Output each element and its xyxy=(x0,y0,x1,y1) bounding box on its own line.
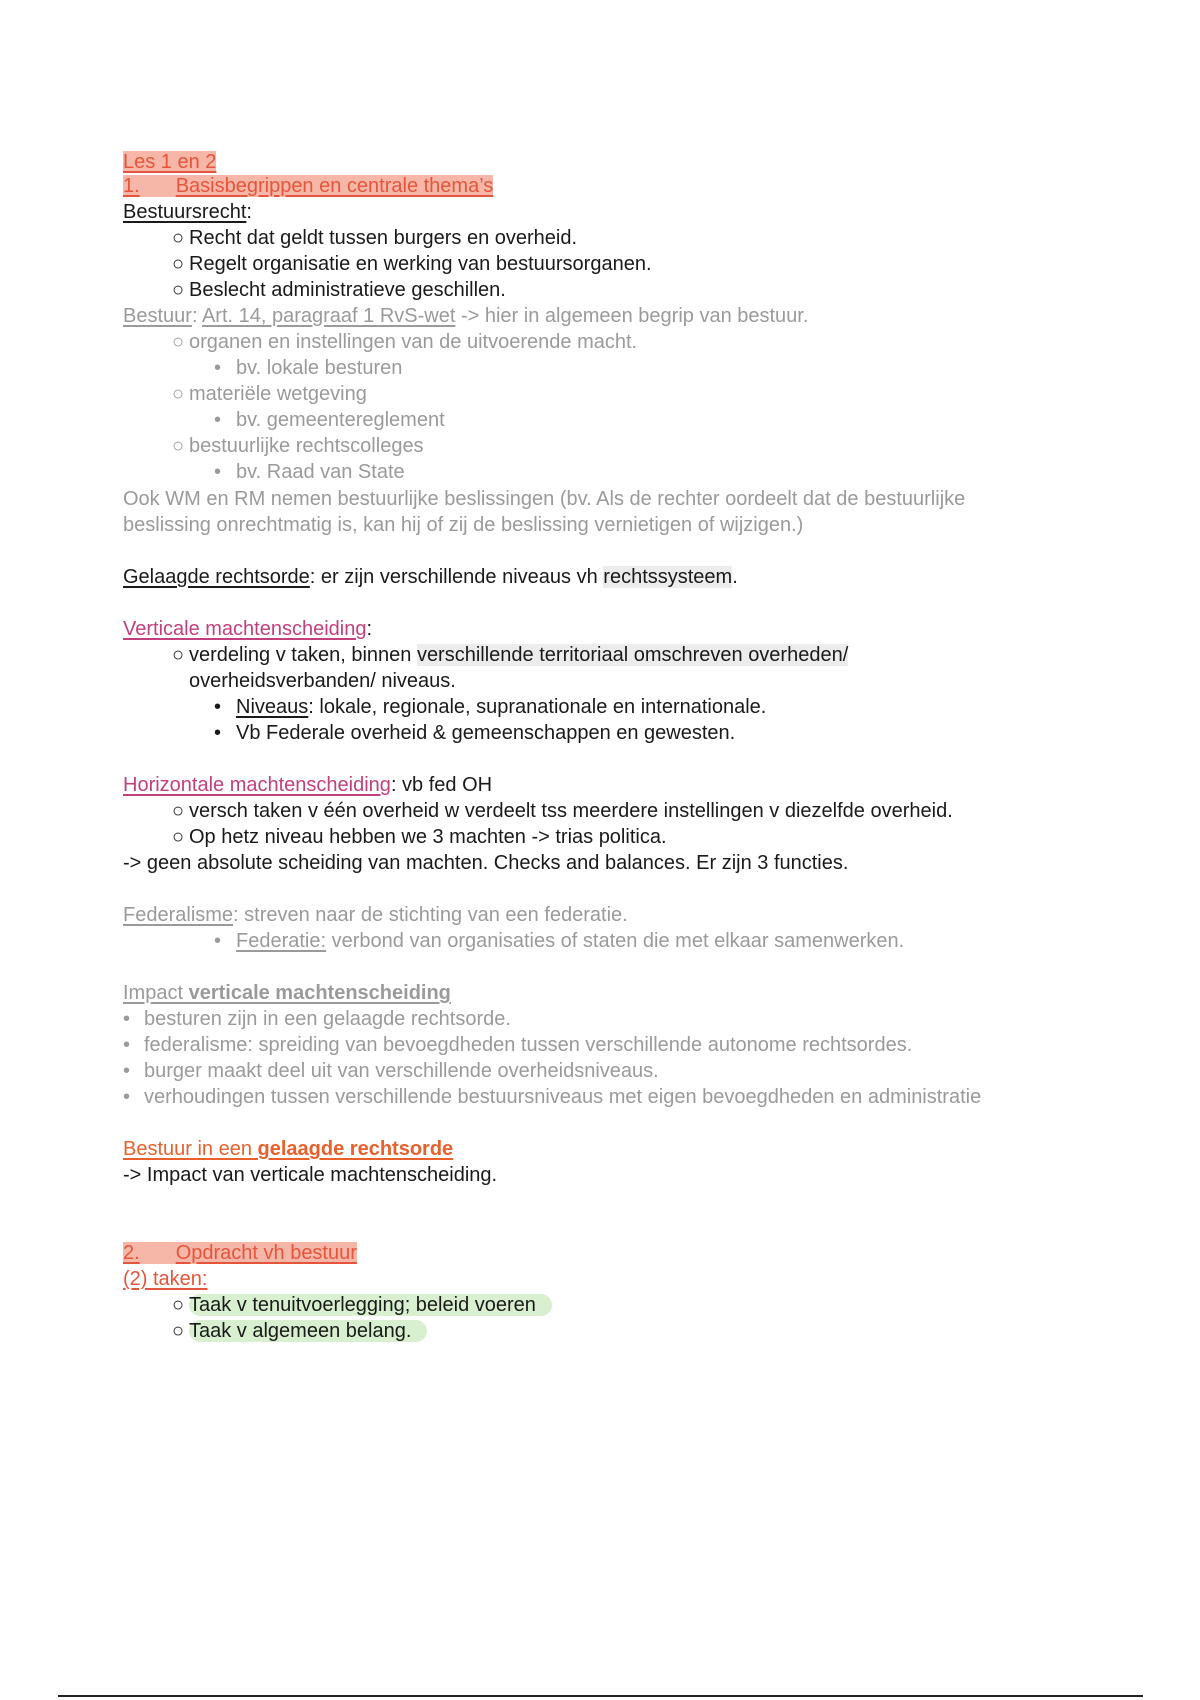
list-item: ○ bestuurlijke rechtscolleges xyxy=(172,435,424,457)
bestuur-gelaagd-note: -> Impact van verticale machtenscheiding. xyxy=(123,1164,498,1186)
list-item: ○ Regelt organisatie en werking van bestuursorganen. xyxy=(172,253,652,275)
list-item-continuation: overheidsverbanden/ niveaus. xyxy=(189,670,456,692)
sub-list-item: • Federatie: verbond van organisaties of staten die met elkaar samenwerken. xyxy=(214,930,905,952)
list-item: • besturen zijn in een gelaagde rechtsorde. xyxy=(123,1008,511,1030)
section-1-heading xyxy=(123,173,493,199)
horizontale-note: -> geen absolute scheiding van machten. Checks and balances. Er zijn 3 functies. xyxy=(123,852,849,874)
circle-bullet-icon: ○ xyxy=(172,227,185,249)
dot-bullet-icon: • xyxy=(214,930,222,952)
circle-bullet-icon: ○ xyxy=(172,826,185,848)
dot-bullet-icon: • xyxy=(214,722,222,744)
gelaagde-rechtsorde-paragraph: Gelaagde rechtsorde: er zijn verschillende niveaus vh rechtssysteem. xyxy=(123,566,738,588)
bestuursrecht-heading: Bestuursrecht: xyxy=(123,201,252,223)
article-reference: Art. 14, paragraaf 1 RvS-wet xyxy=(201,305,456,327)
list-item: ○ Recht dat geldt tussen burgers en overheid. xyxy=(172,227,578,249)
list-item: • verhoudingen tussen verschillende bestuursniveaus met eigen bevoegdheden en administratie xyxy=(123,1086,982,1108)
section-1-number: 1. xyxy=(123,175,140,197)
federalisme-heading: Federalisme: streven naar de stichting van een federatie. xyxy=(123,904,628,926)
section-1-title: Basisbegrippen en centrale thema’s xyxy=(175,175,494,197)
horizontale-heading: Horizontale machtenscheiding: vb fed OH xyxy=(123,774,493,796)
bestuur-heading: Bestuur: Art. 14, paragraaf 1 RvS-wet -> hier in algemeen begrip van bestuur. xyxy=(123,305,809,327)
list-item: ○ Beslecht administratieve geschillen. xyxy=(172,279,506,301)
list-item: ○ Op hetz niveau hebben we 3 machten -> trias politica. xyxy=(172,826,667,848)
section-2-title: Opdracht vh bestuur xyxy=(175,1242,357,1264)
dot-bullet-icon: • xyxy=(123,1008,131,1030)
verticale-heading: Verticale machtenscheiding: xyxy=(123,618,373,640)
dot-bullet-icon: • xyxy=(214,696,222,718)
bestuur-note-line-1: Ook WM en RM nemen bestuurlijke beslissingen (bv. Als de rechter oordeelt dat de bestuurlijke xyxy=(123,488,966,510)
circle-bullet-icon: ○ xyxy=(172,1294,185,1316)
sub-list-item: • bv. gemeentereglement xyxy=(214,409,445,431)
dot-bullet-icon: • xyxy=(123,1060,131,1082)
sub-list-item: • Vb Federale overheid & gemeenschappen en gewesten. xyxy=(214,722,736,744)
list-item: ○ Taak v tenuitvoerlegging; beleid voeren xyxy=(172,1292,552,1318)
bestuur-note-line-2: beslissing onrechtmatig is, kan hij of zij de beslissing vernietigen of wijzigen.) xyxy=(123,514,804,536)
circle-bullet-icon: ○ xyxy=(172,1320,185,1342)
lesson-header: Les 1 en 2 xyxy=(123,151,217,173)
impact-heading: Impact verticale machtenscheiding xyxy=(123,982,451,1004)
sub-list-item: • Niveaus: lokale, regionale, supranationale en internationale. xyxy=(214,696,767,718)
list-item: • federalisme: spreiding van bevoegdheden tussen verschillende autonome rechtsordes. xyxy=(123,1034,913,1056)
list-item: ○ materiële wetgeving xyxy=(172,383,367,405)
list-item: ○ Taak v algemeen belang. xyxy=(172,1318,427,1344)
sub-list-item: • bv. lokale besturen xyxy=(214,357,403,379)
list-item: • burger maakt deel uit van verschillende overheidsniveaus. xyxy=(123,1060,659,1082)
dot-bullet-icon: • xyxy=(123,1086,131,1108)
dot-bullet-icon: • xyxy=(123,1034,131,1056)
circle-bullet-icon: ○ xyxy=(172,279,185,301)
circle-bullet-icon: ○ xyxy=(172,253,185,275)
circle-bullet-icon: ○ xyxy=(172,383,185,405)
circle-bullet-icon: ○ xyxy=(172,800,185,822)
dot-bullet-icon: • xyxy=(214,461,222,483)
section-2-heading xyxy=(123,1240,357,1266)
dot-bullet-icon: • xyxy=(214,357,222,379)
circle-bullet-icon: ○ xyxy=(172,435,185,457)
section-2-number: 2. xyxy=(123,1242,140,1264)
list-item: ○ organen en instellingen van de uitvoerende macht. xyxy=(172,331,638,353)
list-item: ○ verdeling v taken, binnen verschillende territoriaal omschreven overheden/ xyxy=(172,644,849,666)
footer-divider xyxy=(58,1695,1143,1697)
bestuur-gelaagd-heading: Bestuur in een gelaagde rechtsorde xyxy=(123,1138,454,1160)
dot-bullet-icon: • xyxy=(214,409,222,431)
list-item: ○ versch taken v één overheid w verdeelt tss meerdere instellingen v diezelfde overheid. xyxy=(172,800,953,822)
taken-label: (2) taken: xyxy=(123,1268,208,1290)
circle-bullet-icon: ○ xyxy=(172,331,185,353)
circle-bullet-icon: ○ xyxy=(172,644,185,666)
sub-list-item: • bv. Raad van State xyxy=(214,461,405,483)
